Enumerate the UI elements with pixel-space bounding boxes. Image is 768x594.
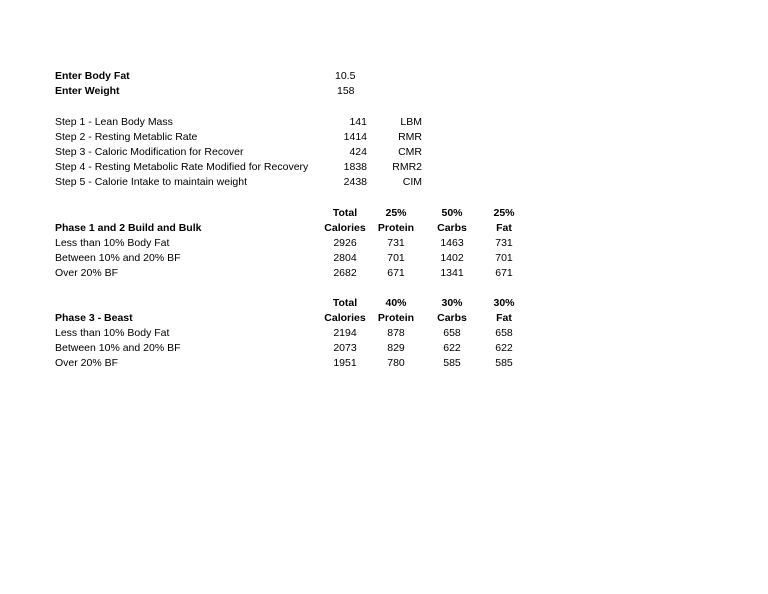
step-label: Step 5 - Calorie Intake to maintain weight bbox=[55, 176, 248, 188]
step-row bbox=[0, 145, 768, 160]
step-value: 424 bbox=[349, 146, 367, 158]
cell-protein: 671 bbox=[387, 267, 405, 279]
col-header: 30% bbox=[441, 297, 463, 309]
body-fat-label: Enter Body Fat bbox=[55, 70, 130, 82]
step-code: CIM bbox=[402, 176, 422, 188]
row-label: Between 10% and 20% BF bbox=[55, 252, 181, 264]
row-label: Less than 10% Body Fat bbox=[55, 327, 170, 339]
col-header: 25% bbox=[493, 207, 515, 219]
cell-fat: 585 bbox=[495, 357, 513, 369]
cell-carbs: 1402 bbox=[440, 252, 464, 264]
cell-carbs: 658 bbox=[443, 327, 461, 339]
body-fat-row bbox=[0, 69, 768, 84]
step-value: 2438 bbox=[343, 176, 367, 188]
table-row bbox=[0, 266, 768, 281]
cell-protein: 780 bbox=[387, 357, 405, 369]
col-header: 50% bbox=[441, 207, 463, 219]
row-label: Over 20% BF bbox=[55, 357, 119, 369]
table-row bbox=[0, 251, 768, 266]
cell-fat: 731 bbox=[495, 237, 513, 249]
step-value: 1838 bbox=[343, 161, 367, 173]
cell-carbs: 585 bbox=[443, 357, 461, 369]
cell-calories: 2194 bbox=[333, 327, 357, 339]
weight-row bbox=[0, 84, 768, 99]
step-label: Step 2 - Resting Metablic Rate bbox=[55, 131, 198, 143]
cell-protein: 829 bbox=[387, 342, 405, 354]
cell-carbs: 1341 bbox=[440, 267, 464, 279]
row-label: Between 10% and 20% BF bbox=[55, 342, 181, 354]
step-label: Step 1 - Lean Body Mass bbox=[55, 116, 173, 128]
phase12-header-top bbox=[0, 206, 768, 221]
col-header: Carbs bbox=[437, 312, 467, 324]
step-row bbox=[0, 175, 768, 190]
col-header: Protein bbox=[377, 312, 415, 324]
step-code: LBM bbox=[400, 116, 422, 128]
step-value: 1414 bbox=[343, 131, 367, 143]
row-label: Over 20% BF bbox=[55, 267, 119, 279]
table-row bbox=[0, 326, 768, 341]
weight-value[interactable]: 158 bbox=[337, 85, 355, 97]
step-label: Step 3 - Caloric Modification for Recover bbox=[55, 146, 244, 158]
col-header: 25% bbox=[385, 207, 407, 219]
step-value: 141 bbox=[349, 116, 367, 128]
cell-calories: 2926 bbox=[333, 237, 357, 249]
col-header: 30% bbox=[493, 297, 515, 309]
cell-calories: 1951 bbox=[333, 357, 357, 369]
phase3-header-top bbox=[0, 296, 768, 311]
col-header: 40% bbox=[385, 297, 407, 309]
cell-calories: 2682 bbox=[333, 267, 357, 279]
phase3-header-bottom bbox=[0, 311, 768, 326]
col-header: Carbs bbox=[437, 222, 467, 234]
row-label: Less than 10% Body Fat bbox=[55, 237, 170, 249]
table-row bbox=[0, 236, 768, 251]
cell-protein: 878 bbox=[387, 327, 405, 339]
col-header: Fat bbox=[496, 312, 512, 324]
cell-carbs: 622 bbox=[443, 342, 461, 354]
cell-carbs: 1463 bbox=[440, 237, 464, 249]
table-row bbox=[0, 341, 768, 356]
phase12-title: Phase 1 and 2 Build and Bulk bbox=[55, 222, 202, 234]
table-row bbox=[0, 356, 768, 371]
step-row bbox=[0, 160, 768, 175]
body-fat-value[interactable]: 10.5 bbox=[335, 70, 356, 82]
cell-fat: 622 bbox=[495, 342, 513, 354]
cell-fat: 658 bbox=[495, 327, 513, 339]
col-header: Fat bbox=[496, 222, 512, 234]
cell-protein: 701 bbox=[387, 252, 405, 264]
phase12-header-bottom bbox=[0, 221, 768, 236]
col-header: Calories bbox=[324, 222, 366, 234]
cell-fat: 671 bbox=[495, 267, 513, 279]
step-code: RMR bbox=[398, 131, 422, 143]
col-header: Total bbox=[332, 297, 358, 309]
col-header: Protein bbox=[377, 222, 415, 234]
col-header: Calories bbox=[324, 312, 366, 324]
step-row bbox=[0, 130, 768, 145]
col-header: Total bbox=[332, 207, 358, 219]
step-code: CMR bbox=[398, 146, 422, 158]
weight-label: Enter Weight bbox=[55, 85, 120, 97]
cell-calories: 2804 bbox=[333, 252, 357, 264]
step-row bbox=[0, 115, 768, 130]
cell-fat: 701 bbox=[495, 252, 513, 264]
cell-protein: 731 bbox=[387, 237, 405, 249]
step-code: RMR2 bbox=[392, 161, 422, 173]
cell-calories: 2073 bbox=[333, 342, 357, 354]
step-label: Step 4 - Resting Metabolic Rate Modified for Recovery bbox=[55, 161, 309, 173]
phase3-title: Phase 3 - Beast bbox=[55, 312, 133, 324]
